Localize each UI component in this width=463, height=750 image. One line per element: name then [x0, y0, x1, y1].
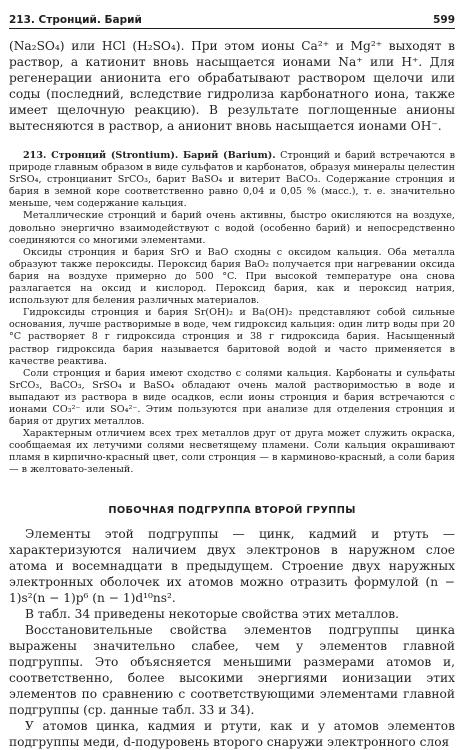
section-213-paragraph-3: Оксиды стронция и бария SrO и BaO сходны с оксидом кальция. Оба металла образуют также пероксиды. Пероксид бария BaO₂ получается при нагревании оксида бария на воздухе примерно до 500 °C. При высокой температуре она снова разлагается на оксид и кислород. Пероксид бария, как и пероксид натрия, используют для беления различных материалов. — [9, 246, 455, 307]
page-number: 599 — [433, 14, 455, 26]
subgroup-paragraph-2: В табл. 34 приведены некоторые свойства этих металлов. — [25, 606, 399, 621]
section-213-paragraph-4: Гидроксиды стронция и бария Sr(OH)₂ и Ba(OH)₂ представляют собой сильные основания, лучше растворимые в воде, чем гидроксид кальция: один литр воды при 20 °C растворяет 8 г гидроксида стронция и 38 г гидроксида бария. Насыщенный раствор гидроксида бария называется баритовой водой и часто применяется в качестве реактива. — [9, 307, 455, 367]
top-paragraph: (Na₂SO₄) или HCl (H₂SO₄). При этом ионы Ca²⁺ и Mg²⁺ выходят в раствор, а катионит вновь насыщается ионами Na⁺ или H⁺. Для регенерации анионита его обрабатывают раствором щелочи или соды (последний, вследствие гидролиза карбонатного иона, также имеет щелочную реакцию). В результате поглощенные анионы вытесняются в раствор, а анионит вновь насыщается ионами OH⁻. — [9, 39, 455, 133]
subgroup-paragraph-1: Элементы этой подгруппы — цинк, кадмий и ртуть — характеризуются наличием двух электронов в наружном слое атома и восемнадцати в предыдущем. Строение двух наружных электронных оболочек их атомов можно отразить формулой (n − 1)s²(n − 1)p⁶ (n − 1)d¹⁰ns². — [9, 526, 455, 605]
section-213-paragraph-1 — [9, 150, 455, 210]
section-213-p1-text: Стронций и барий встречаются в природе главным образом в виде сульфатов и карбонатов, образуя минералы целестин SrSO₄, стронцианит SrCO₃, барит BaSO₄ и витерит BaCO₃. Содержание стронция и бария в земной коре соответственно равно 0,04 и 0,05 % (масс.), т. е. значительно меньше, чем содержание кальция. — [9, 150, 456, 210]
page-header — [9, 6, 455, 29]
subgroup-paragraph-3: Восстановительные свойства элементов подгруппы цинка выражены значительно слабее, чем у элементов главной подгруппы. Это объясняется меньшими размерами атомов и, соответственно, более высокими энергиями ионизации этих элементов по сравнению с соответствующими элементами главной подгруппы (ср. данные табл. 33 и 34). — [9, 622, 455, 717]
subgroup-heading: ПОБОЧНАЯ ПОДГРУППА ВТОРОЙ ГРУППЫ — [108, 504, 356, 516]
running-head: 213. Стронций. Барий — [9, 14, 142, 26]
subgroup-paragraph-4: У атомов цинка, кадмия и ртути, как и у атомов элементов подгруппы меди, d-подуровень второго снаружи электронного слоя — [9, 718, 455, 749]
section-213 — [9, 150, 455, 477]
section-213-paragraph-5: Соли стронция и бария имеют сходство с солями кальция. Карбонаты и сульфаты SrCO₃, BaCO₃, SrSO₄ и BaSO₄ обладают очень малой растворимостью в воде и выпадают из раствора в виде осадков, если ионы стронция и бария встречаются с ионами CO₃²⁻ или SO₄²⁻. Этим пользуются при анализе для отделения стронция и бария от других металлов. — [9, 367, 455, 428]
section-213-title: 213. Стронций (Strontium). Барий (Barium). — [23, 150, 276, 161]
section-213-paragraph-6: Характерным отличием всех трех металлов друг от друга может служить окраска, сообщаемая их летучими солями несветящему пламени. Соли кальция окрашивают пламя в кирпично-красный цвет, соли стронция — в карминово-красный, а соли бария — в желтовато-зеленый. — [9, 428, 455, 476]
section-213-paragraph-2: Металлические стронций и барий очень активны, быстро окисляются на воздухе, довольно энергично взаимодействуют с водой (особенно барий) и непосредственно соединяются со многими элементами. — [9, 210, 455, 246]
